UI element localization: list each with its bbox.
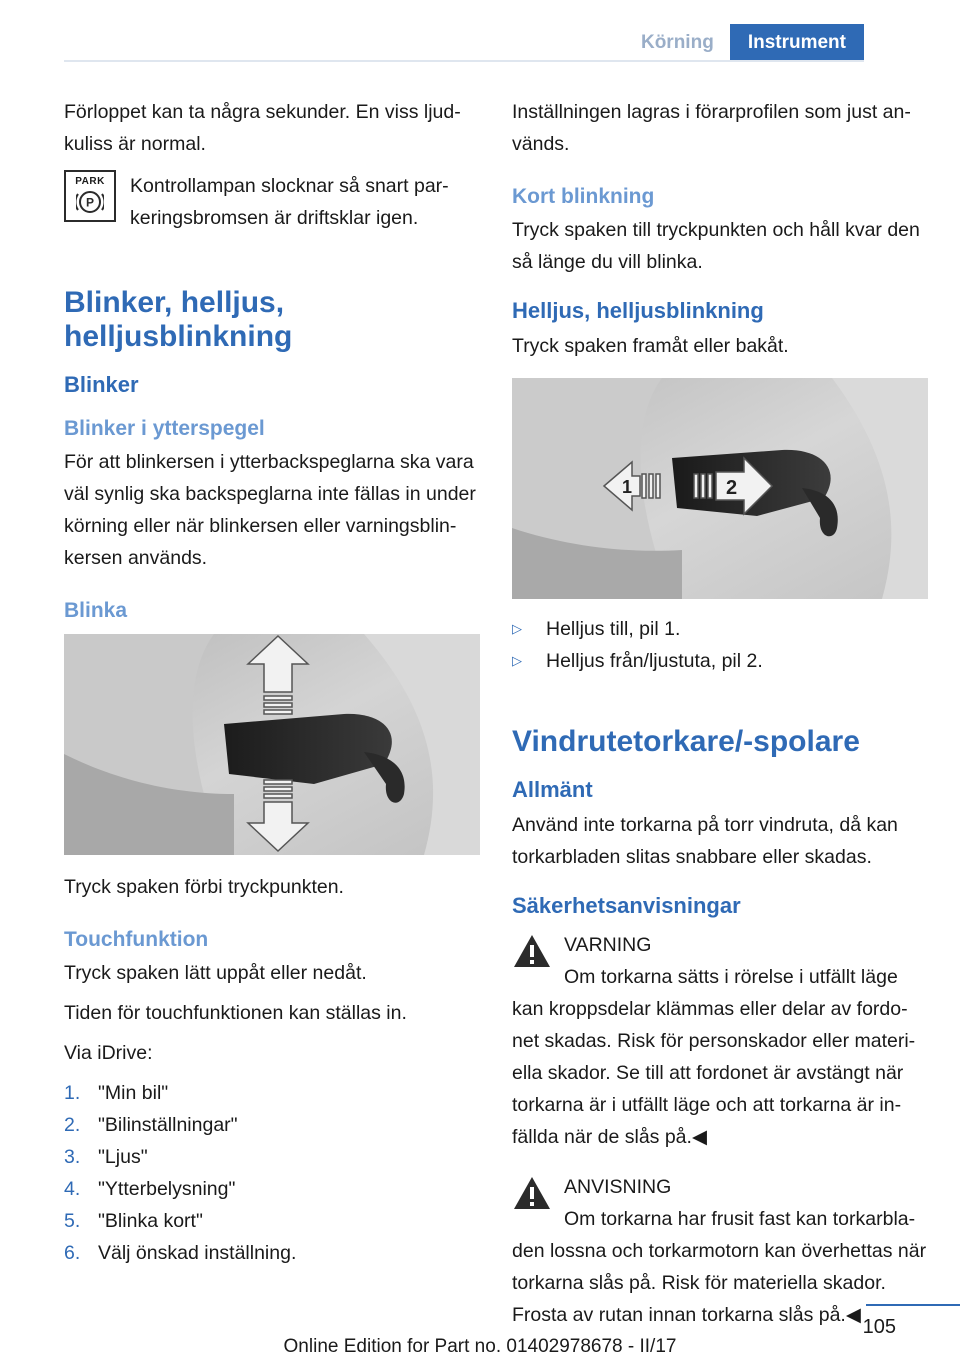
list-item: 5. "Blinka kort" — [64, 1210, 203, 1232]
warning-text: kan kroppsdelar klämmas eller delar av fordo-net skadas. Risk för personskador eller materi-ella skador. Se till att fordonet är avstängt när torkarna är i utfällt läge och att torkarna är in-fällda när de slås på.◀ — [512, 998, 916, 1148]
heading-touch-function: Touchfunktion — [64, 928, 209, 951]
general-text: Använd inte torkarna på torr vindruta, då kan torkarbladen slitas snabbare eller skadas. — [512, 814, 898, 868]
arrow-1-label: 1 — [622, 477, 633, 497]
idrive-steps — [64, 1077, 480, 1269]
touch-text-1: Tryck spaken lätt uppåt eller nedåt. — [64, 962, 367, 984]
list-item: 3. "Ljus" — [64, 1146, 148, 1168]
footer-divider — [866, 1304, 960, 1306]
park-icon-label: PARK — [75, 176, 105, 187]
mirror-blinker-text: För att blinkersen i ytterbackspeglarna ska vara väl synlig ska backspeglarna inte fällas in under körning eller när blinkersen eller varningsblin-kersen används. — [64, 451, 476, 569]
high-beam-bullets — [512, 613, 928, 677]
turn-signal-lever-photo — [64, 634, 480, 855]
heading-blinka: Blinka — [64, 599, 128, 622]
park-icon-symbol: P — [85, 195, 95, 210]
notice-block — [512, 1171, 928, 1331]
tab-instruments[interactable]: Instrument — [730, 24, 864, 62]
heading-general: Allmänt — [512, 777, 593, 802]
list-item: ▷ Helljus till, pil 1. — [512, 618, 681, 640]
touch-text-2: Tiden för touchfunktionen kan ställas in. — [64, 1002, 407, 1024]
arrow-2-label: 2 — [726, 477, 738, 499]
list-item: 2. "Bilinställningar" — [64, 1114, 238, 1136]
list-item: 4. "Ytterbelysning" — [64, 1178, 236, 1200]
warning-block — [512, 929, 928, 1153]
heading-short-blink: Kort blinkning — [512, 185, 655, 208]
online-edition-footer: Online Edition for Part no. 01402978678 - II/17 — [283, 1336, 677, 1357]
warning-label: VARNING — [564, 934, 652, 956]
left-column — [64, 96, 480, 1269]
parking-brake-icon — [64, 170, 116, 222]
heading-mirror-blinker: Blinker i ytterspegel — [64, 417, 265, 440]
setting-stored-text: Inställningen lagras i förarprofilen som just an-vänds. — [512, 101, 911, 155]
short-blink-text: Tryck spaken till tryckpunkten och håll kvar den så länge du vill blinka. — [512, 219, 920, 273]
notice-triangle-icon — [512, 1175, 552, 1211]
notice-label: ANVISNING — [564, 1176, 672, 1198]
page-number: 105 — [862, 1316, 896, 1338]
heading-blinker: Blinker — [64, 372, 139, 397]
heading-high-beam: Helljus, helljusblinkning — [512, 298, 764, 323]
warning-first-line: Om torkarna sätts i rörelse i utfällt läge — [564, 966, 898, 988]
list-item: ▷ Helljus från/ljustuta, pil 2. — [512, 650, 763, 672]
warning-triangle-icon — [512, 933, 552, 969]
high-beam-lever-photo — [512, 378, 928, 599]
tab-driving[interactable]: Körning — [625, 24, 730, 62]
parking-brake-text: Kontrollampan slocknar så snart par-keringsbromsen är driftsklar igen. — [130, 175, 449, 229]
press-lever-text: Tryck spaken förbi tryckpunkten. — [64, 876, 344, 898]
header-tabs — [625, 24, 864, 62]
list-item: 6. Välj önskad inställning. — [64, 1242, 297, 1264]
heading-safety: Säkerhetsanvisningar — [512, 893, 741, 918]
section-title-blinker: Blinker, helljus, helljusblinkning — [64, 286, 293, 353]
notice-text: den lossna och torkarmotorn kan överhettas när torkarna slås på. Risk för materiella skador. Frosta av rutan innan torkarna slås på.◀ — [512, 1240, 927, 1326]
intro-paragraph: Förloppet kan ta några sekunder. En viss ljud-kuliss är normal. — [64, 101, 461, 155]
right-column — [512, 96, 928, 1331]
section-title-wipers: Vindrutetorkare/-spolare — [512, 725, 860, 758]
parking-brake-note — [64, 170, 480, 234]
header-divider — [64, 60, 864, 62]
list-item: 1. "Min bil" — [64, 1082, 169, 1104]
high-beam-text: Tryck spaken framåt eller bakåt. — [512, 335, 789, 357]
touch-text-3: Via iDrive: — [64, 1042, 153, 1064]
notice-first-line: Om torkarna har frusit fast kan torkarbla- — [564, 1208, 916, 1230]
